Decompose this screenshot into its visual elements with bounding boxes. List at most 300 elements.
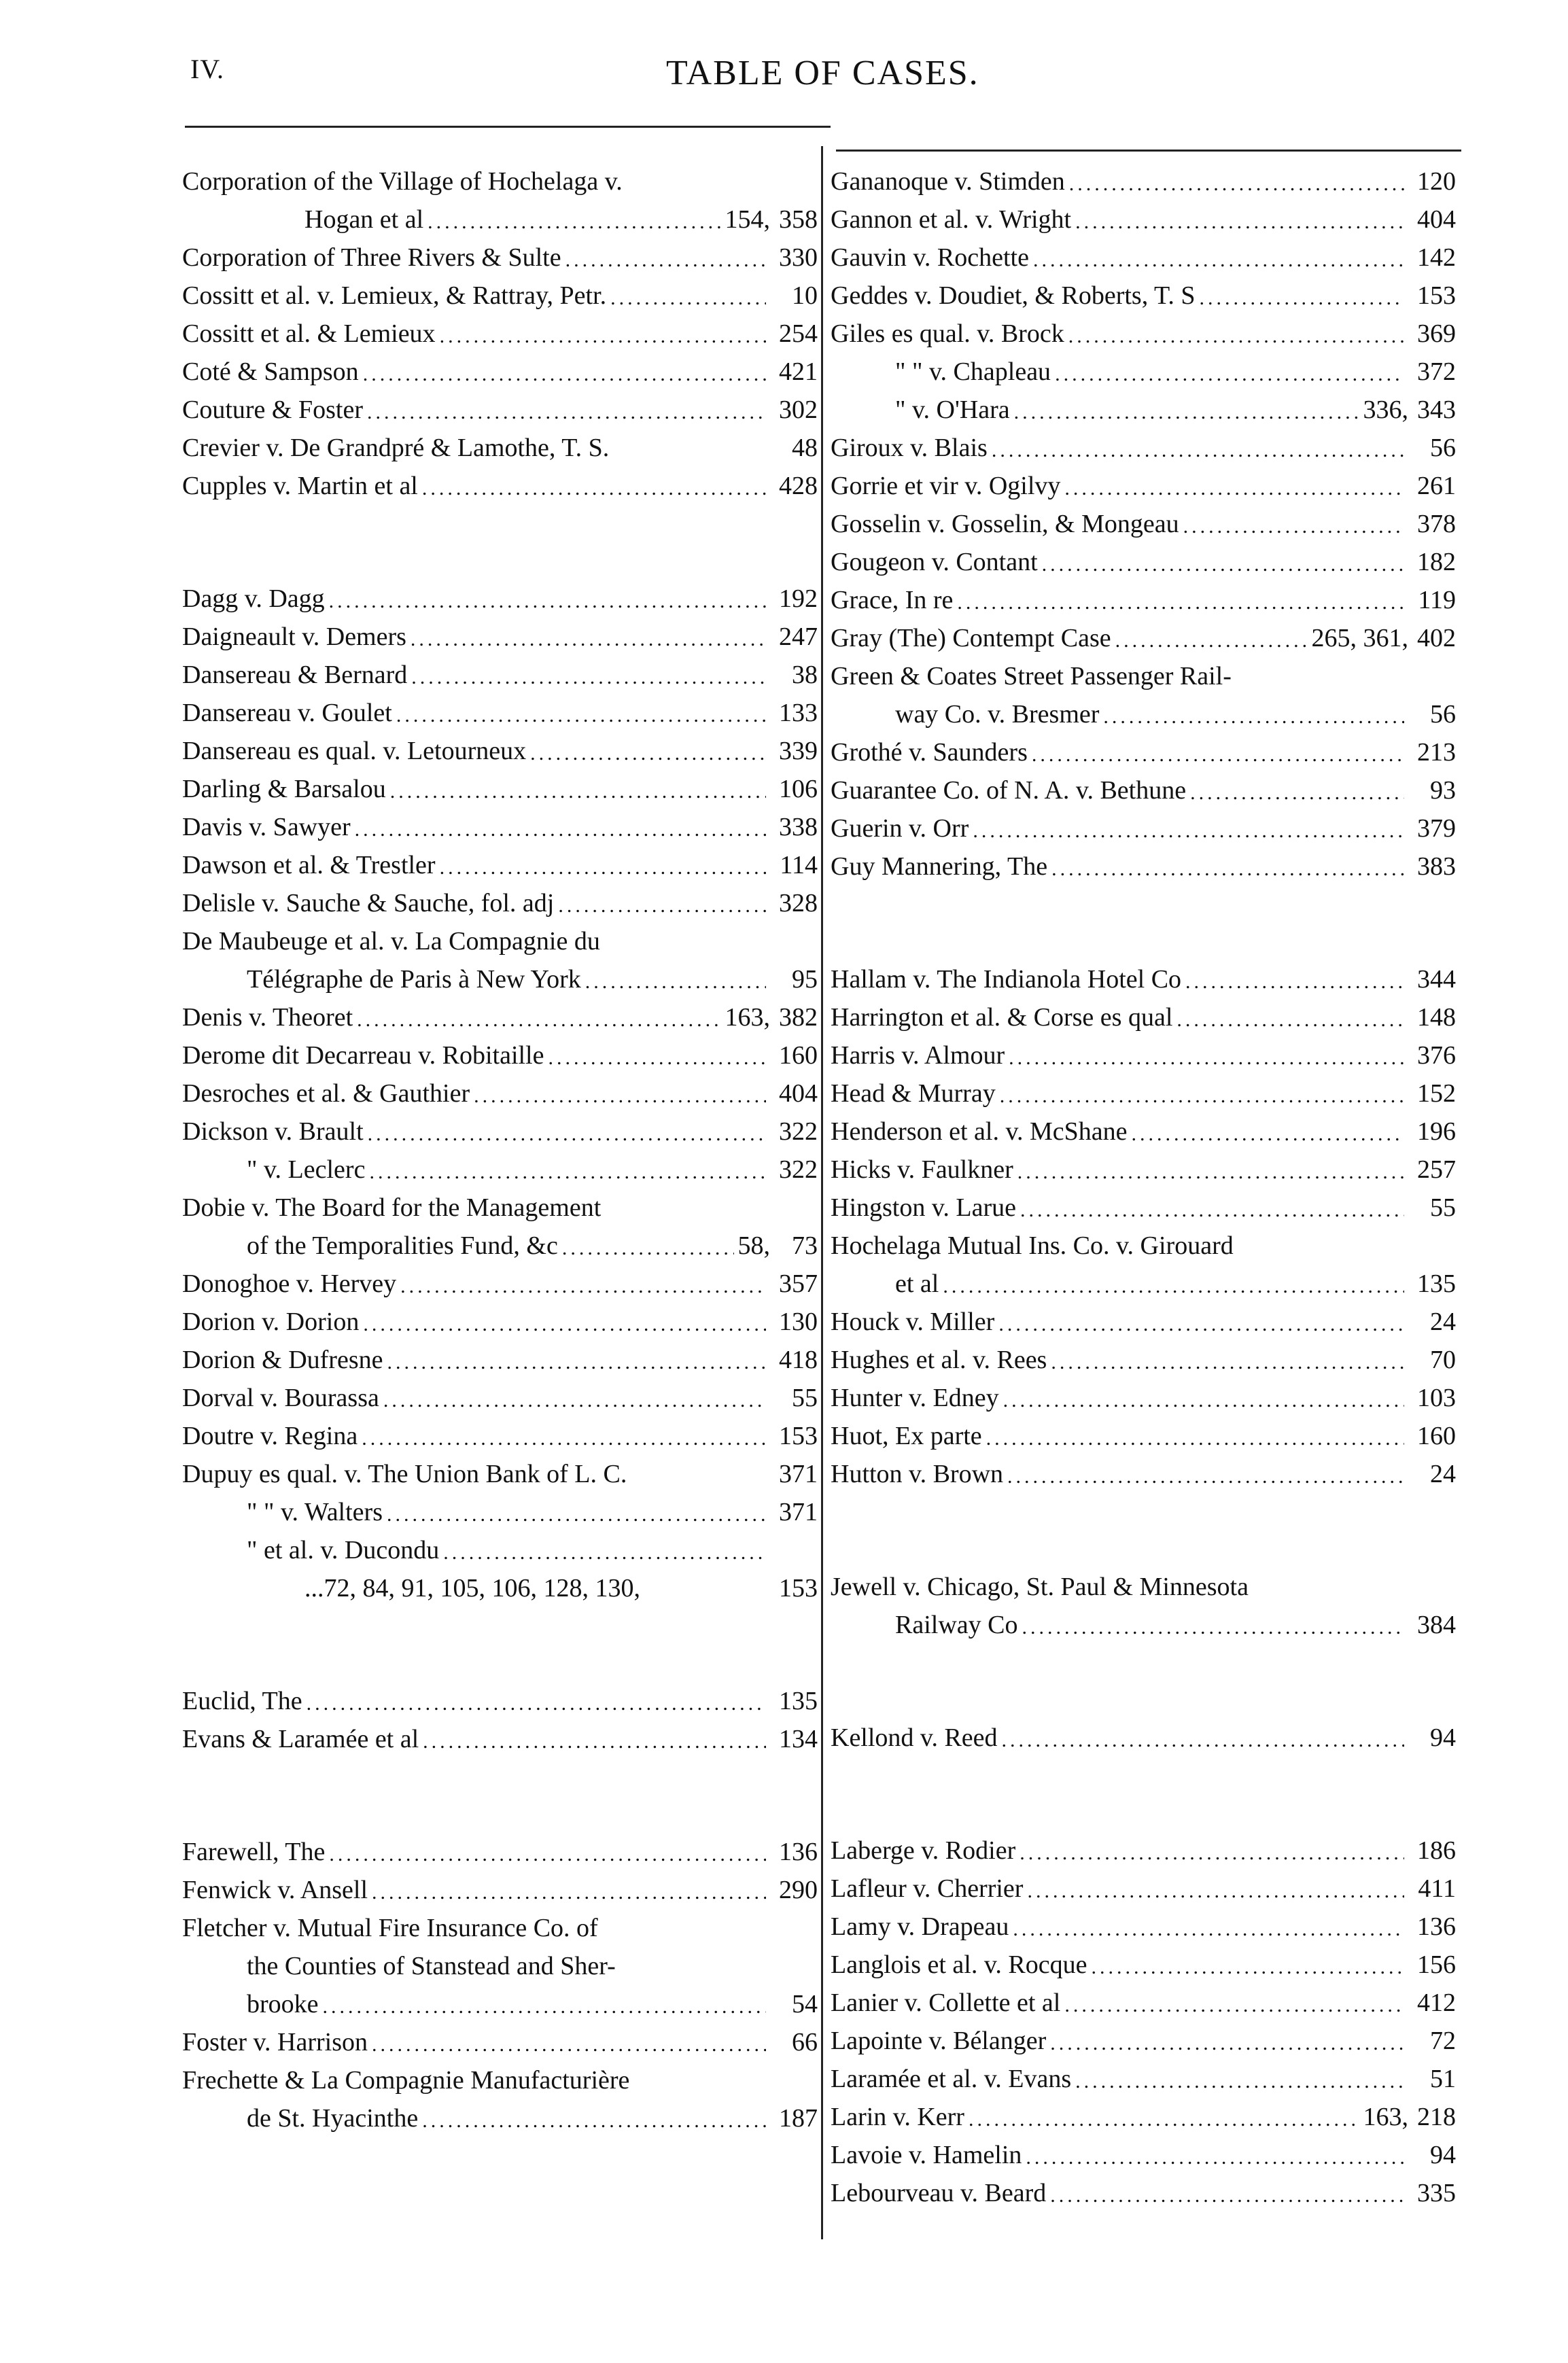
case-entry (182, 1865, 818, 1903)
case-entry (182, 1030, 818, 1068)
case-entry (831, 385, 1456, 423)
leader-dots (400, 1276, 766, 1297)
page-reference: 106 (779, 775, 818, 803)
page-reference: 428 (779, 472, 818, 500)
case-entry (182, 1563, 818, 1601)
case-entry (831, 1106, 1456, 1144)
page-reference: 192 (779, 584, 818, 613)
page-reference: 339 (779, 737, 818, 765)
additional-pages: 265, 361, (1311, 624, 1408, 652)
page-reference: 290 (779, 1876, 818, 1904)
case-name: Huot, Ex parte (831, 1422, 982, 1450)
case-name: Fletcher v. Mutual Fire Insurance Co. of (182, 1914, 598, 1942)
additional-pages: 58, (737, 1231, 770, 1260)
leader-dots (1027, 1881, 1404, 1902)
leader-dots (423, 1732, 766, 1752)
page-reference: 378 (1417, 510, 1456, 538)
additional-pages: 154, (725, 205, 770, 234)
leader-dots (329, 1844, 766, 1865)
case-entry (182, 423, 818, 461)
leader-dots (1069, 174, 1404, 194)
case-entry (182, 1144, 818, 1183)
leader-dots (565, 250, 766, 270)
page-reference: 160 (1417, 1422, 1456, 1450)
page-reference: 38 (792, 661, 818, 689)
leader-dots (372, 2035, 766, 2055)
case-name: " " v. Chapleau (895, 357, 1051, 386)
page-reference: 95 (792, 965, 818, 994)
case-entry (182, 574, 818, 612)
leader-dots (1032, 745, 1404, 765)
leader-dots (1064, 1995, 1404, 2016)
case-name: Guerin v. Orr (831, 814, 969, 843)
page-reference: 218 (1417, 2103, 1456, 2131)
case-entry (831, 1978, 1456, 2016)
case-entry (831, 2016, 1456, 2054)
case-name: Hunter v. Edney (831, 1384, 999, 1412)
page-reference: 302 (779, 396, 818, 424)
page-reference: 72 (1430, 2027, 1456, 2055)
page-reference: 56 (1430, 700, 1456, 729)
page-reference: 135 (1417, 1270, 1456, 1298)
case-name: Lafleur v. Cherrier (831, 1874, 1024, 1903)
case-name: Gray (The) Contempt Case (831, 624, 1111, 652)
case-name: Head & Murray (831, 1079, 996, 1108)
case-entry (831, 613, 1456, 651)
leader-dots (422, 478, 766, 499)
leader-dots (383, 1390, 766, 1411)
case-entry (182, 954, 818, 992)
case-entry (831, 1030, 1456, 1068)
case-name: Dorion & Dufresne (182, 1346, 383, 1374)
leader-dots (1185, 972, 1404, 992)
case-entry (831, 270, 1456, 309)
leader-dots (1017, 1162, 1404, 1183)
page-reference: 134 (779, 1725, 818, 1753)
case-name: Gougeon v. Contant (831, 548, 1038, 576)
page-reference: 411 (1418, 1874, 1456, 1903)
leader-dots (363, 364, 766, 385)
page-reference: 130 (779, 1308, 818, 1336)
case-entry (831, 1144, 1456, 1183)
case-entry (182, 1068, 818, 1106)
section-gap (182, 499, 818, 574)
case-entry (182, 1106, 818, 1144)
case-name: Dorval v. Bourassa (182, 1384, 379, 1412)
additional-pages: 163, (725, 1003, 770, 1032)
leader-dots (411, 629, 766, 650)
case-entry (182, 1183, 818, 1221)
case-name: Cossitt et al. & Lemieux (182, 319, 436, 348)
leader-dots (1026, 2148, 1404, 2168)
case-name: Gananoque v. Stimden (831, 167, 1065, 196)
section-gap (831, 1751, 1456, 1825)
page-reference: 48 (792, 434, 818, 462)
case-entry (831, 803, 1456, 841)
case-entry (831, 2168, 1456, 2206)
case-name: Harris v. Almour (831, 1041, 1005, 1070)
leader-dots (357, 1010, 720, 1030)
leader-dots (1000, 1086, 1404, 1106)
page-reference: 421 (779, 357, 818, 386)
page-reference: 371 (779, 1460, 818, 1488)
case-name: Guy Mannering, The (831, 852, 1048, 881)
case-name: Dickson v. Brault (182, 1117, 364, 1146)
leader-dots (992, 440, 1404, 461)
page-reference: 10 (792, 281, 818, 310)
case-name: Crevier v. De Grandpré & Lamothe, T. S. (182, 434, 610, 462)
leader-dots (411, 667, 766, 688)
page-reference: 51 (1430, 2065, 1456, 2093)
page-reference: 136 (1417, 1912, 1456, 1941)
case-name: ...72, 84, 91, 105, 106, 128, 130, (304, 1574, 640, 1603)
case-entry (831, 194, 1456, 232)
case-name: Kellond v. Reed (831, 1723, 998, 1752)
page-reference: 372 (1417, 357, 1456, 386)
case-name: Dobie v. The Board for the Management (182, 1193, 602, 1222)
leader-dots (969, 2110, 1359, 2130)
case-name: et al (895, 1270, 939, 1298)
case-name: Dupuy es qual. v. The Union Bank of L. C. (182, 1460, 627, 1488)
case-name: Dagg v. Dagg (182, 584, 325, 613)
case-name: Gauvin v. Rochette (831, 243, 1029, 272)
page-reference: 404 (1417, 205, 1456, 234)
leader-dots (1132, 1124, 1404, 1144)
page-reference: 93 (1430, 776, 1456, 805)
case-entry (182, 232, 818, 270)
leader-dots (474, 1086, 766, 1106)
page-number: IV. (190, 54, 225, 84)
page-reference: 379 (1417, 814, 1456, 843)
page-reference: 358 (779, 205, 818, 234)
section-gap (831, 1638, 1456, 1713)
case-name: Dorion v. Dorion (182, 1308, 360, 1336)
case-entry (182, 1903, 818, 1941)
case-entry (182, 916, 818, 954)
case-entry (831, 1221, 1456, 1259)
page-reference: 156 (1417, 1950, 1456, 1979)
case-entry (831, 1411, 1456, 1449)
case-entry (831, 1373, 1456, 1411)
leader-dots (1075, 2071, 1404, 2092)
case-entry (831, 765, 1456, 803)
leader-dots (1115, 631, 1308, 651)
case-entry (831, 2092, 1456, 2130)
leader-dots (428, 212, 720, 232)
case-name: Dansereau & Bernard (182, 661, 408, 689)
case-name: Télégraphe de Paris à New York (247, 965, 581, 994)
leader-dots (390, 782, 766, 802)
case-name: Darling & Barsalou (182, 775, 386, 803)
page-reference: 196 (1417, 1117, 1456, 1146)
case-name: Railway Co (895, 1611, 1018, 1639)
case-entry (182, 726, 818, 764)
leader-dots (1009, 1048, 1404, 1068)
case-name: Dansereau v. Goulet (182, 699, 392, 727)
page-reference: 328 (779, 889, 818, 917)
case-name: Larin v. Kerr (831, 2103, 964, 2131)
page-reference: 254 (779, 319, 818, 348)
section-gap (831, 1487, 1456, 1562)
case-entry (831, 461, 1456, 499)
case-entry (182, 461, 818, 499)
case-name: " " v. Walters (247, 1498, 383, 1526)
leader-dots (1022, 1617, 1404, 1638)
leader-dots (1050, 2033, 1404, 2054)
page-reference: 160 (779, 1041, 818, 1070)
case-entry (831, 156, 1456, 194)
page-reference: 383 (1417, 852, 1456, 881)
leader-dots (329, 591, 766, 612)
case-name: Jewell v. Chicago, St. Paul & Minnesota (831, 1573, 1249, 1601)
case-name: Hingston v. Larue (831, 1193, 1016, 1222)
case-entry (831, 1825, 1456, 1863)
page-reference: 338 (779, 813, 818, 841)
page-reference: 120 (1417, 167, 1456, 196)
leader-dots (440, 858, 766, 878)
page-reference: 56 (1430, 434, 1456, 462)
leader-dots (1064, 478, 1404, 499)
case-entry (182, 1941, 818, 1979)
leader-dots (1091, 1957, 1404, 1978)
case-entry (831, 1068, 1456, 1106)
case-entry (831, 499, 1456, 537)
case-name: Denis v. Theoret (182, 1003, 353, 1032)
case-name: Giroux v. Blais (831, 434, 988, 462)
case-entry (831, 1940, 1456, 1978)
case-name: Henderson et al. v. McShane (831, 1117, 1128, 1146)
leader-dots (562, 1238, 734, 1259)
case-name: the Counties of Stanstead and Sher- (247, 1952, 616, 1980)
page-reference: 94 (1430, 2141, 1456, 2169)
case-name: Delisle v. Sauche & Sauche, fol. adj (182, 889, 555, 917)
case-name: Coté & Sampson (182, 357, 359, 386)
case-name: Gorrie et vir v. Ogilvy (831, 472, 1061, 500)
leader-dots (973, 821, 1404, 841)
case-name: Harrington et al. & Corse es qual (831, 1003, 1173, 1032)
leader-dots (396, 705, 766, 726)
case-name: Hochelaga Mutual Ins. Co. v. Girouard (831, 1231, 1234, 1260)
case-entry (182, 1259, 818, 1297)
case-entry (182, 1221, 818, 1259)
leader-dots (422, 2111, 766, 2131)
case-name: Dansereau es qual. v. Letourneux (182, 737, 527, 765)
case-entry (831, 1449, 1456, 1487)
leader-dots (530, 743, 766, 764)
case-name: Davis v. Sawyer (182, 813, 351, 841)
case-entry (182, 270, 818, 309)
case-name: Guarantee Co. of N. A. v. Bethune (831, 776, 1187, 805)
case-entry (182, 878, 818, 916)
leader-dots (1050, 2186, 1404, 2206)
case-entry (182, 1449, 818, 1487)
page-reference: 257 (1417, 1155, 1456, 1184)
page-reference: 135 (779, 1687, 818, 1715)
case-name: Donoghoe v. Hervey (182, 1270, 397, 1298)
case-name: Hallam v. The Indianola Hotel Co (831, 965, 1182, 994)
leader-dots (558, 896, 766, 916)
case-entry (182, 1411, 818, 1449)
leader-dots (1033, 250, 1404, 270)
case-entry (831, 689, 1456, 727)
section-gap (831, 879, 1456, 954)
section-gap (182, 1601, 818, 1676)
leader-dots (943, 1276, 1404, 1297)
case-entry (831, 347, 1456, 385)
case-name: Lavoie v. Hamelin (831, 2141, 1022, 2169)
page-reference: 371 (779, 1498, 818, 1526)
page-reference: 330 (779, 243, 818, 272)
page-reference: 369 (1417, 319, 1456, 348)
case-entry (182, 992, 818, 1030)
leader-dots (1190, 783, 1404, 803)
case-name: Giles es qual. v. Brock (831, 319, 1064, 348)
leader-dots (307, 1694, 766, 1714)
case-name: Fenwick v. Ansell (182, 1876, 368, 1904)
page-reference: 247 (779, 623, 818, 651)
page-reference: 418 (779, 1346, 818, 1374)
page-reference: 186 (1417, 1836, 1456, 1865)
case-name: Lanier v. Collette et al (831, 1989, 1061, 2017)
case-name: brooke (247, 1990, 319, 2018)
page-reference: 404 (779, 1079, 818, 1108)
leader-dots (610, 288, 766, 309)
case-entry (831, 2054, 1456, 2092)
page-reference: 182 (1417, 548, 1456, 576)
page-reference: 55 (792, 1384, 818, 1412)
case-name: " v. Leclerc (247, 1155, 366, 1184)
case-name: Desroches et al. & Gauthier (182, 1079, 470, 1108)
page-title: TABLE OF CASES. (666, 54, 979, 92)
case-entry (831, 1562, 1456, 1600)
page-reference: 382 (779, 1003, 818, 1032)
case-entry (831, 651, 1456, 689)
leader-dots (1002, 1730, 1404, 1751)
page-reference: 148 (1417, 1003, 1456, 1032)
case-entry (182, 1827, 818, 1865)
case-entry (831, 1713, 1456, 1751)
header-rule-right (836, 150, 1461, 152)
leader-dots (998, 1314, 1404, 1335)
page-reference: 402 (1417, 624, 1456, 652)
leader-dots (1020, 1200, 1404, 1221)
header-rule-left (185, 126, 831, 128)
case-name: Langlois et al. v. Rocque (831, 1950, 1087, 1979)
case-name: de St. Hyacinthe (247, 2104, 419, 2133)
case-entry (831, 841, 1456, 879)
case-name: Laberge v. Rodier (831, 1836, 1016, 1865)
leader-dots (368, 1124, 766, 1144)
page-reference: 343 (1417, 396, 1456, 424)
case-entry (831, 2130, 1456, 2168)
leader-dots (957, 593, 1404, 613)
case-entry (182, 2093, 818, 2131)
case-entry (182, 1487, 818, 1525)
page-reference: 152 (1417, 1079, 1456, 1108)
case-name: Daigneault v. Demers (182, 623, 406, 651)
leader-dots (363, 1314, 766, 1335)
case-name: Couture & Foster (182, 396, 363, 424)
leader-dots (548, 1048, 766, 1068)
page-reference: 114 (780, 851, 818, 879)
leader-dots (387, 1352, 766, 1373)
case-entry (182, 650, 818, 688)
case-entry (182, 802, 818, 840)
page-reference: 335 (1417, 2179, 1456, 2207)
case-entry (831, 1863, 1456, 1902)
case-name: way Co. v. Bresmer (895, 700, 1100, 729)
leader-dots (1103, 707, 1404, 727)
additional-pages: 336, (1363, 396, 1408, 424)
leader-dots (585, 972, 766, 992)
page-reference: 136 (779, 1838, 818, 1866)
case-name: Lapointe v. Bélanger (831, 2027, 1047, 2055)
page-reference: 55 (1430, 1193, 1456, 1222)
case-name: Lebourveau v. Beard (831, 2179, 1047, 2207)
page-reference: 153 (1417, 281, 1456, 310)
case-name: Corporation of Three Rivers & Sulte (182, 243, 561, 272)
case-entry (182, 385, 818, 423)
case-entry (831, 1600, 1456, 1638)
case-name: Grace, In re (831, 586, 954, 614)
leader-dots (1013, 1919, 1404, 1940)
leader-dots (1051, 1352, 1404, 1373)
page-reference: 66 (792, 2028, 818, 2056)
case-entry (182, 309, 818, 347)
page-reference: 153 (779, 1574, 818, 1603)
leader-dots (1068, 326, 1404, 347)
case-entry (831, 575, 1456, 613)
case-entry (831, 309, 1456, 347)
leader-dots (1051, 859, 1404, 879)
case-entry (831, 1183, 1456, 1221)
case-name: Hicks v. Faulkner (831, 1155, 1013, 1184)
case-entry (831, 232, 1456, 270)
case-name: of the Temporalities Fund, &c (247, 1231, 558, 1260)
case-entry (182, 1297, 818, 1335)
case-name: Grothé v. Saunders (831, 738, 1028, 767)
section-gap (182, 1752, 818, 1827)
leader-dots (362, 1429, 766, 1449)
case-entry (831, 1902, 1456, 1940)
case-entry (831, 1259, 1456, 1297)
case-name: Evans & Laramée et al (182, 1725, 419, 1753)
case-entry (831, 992, 1456, 1030)
case-name: Frechette & La Compagnie Manufacturière (182, 2066, 630, 2095)
case-name: Dawson et al. & Trestler (182, 851, 436, 879)
page-reference: 344 (1417, 965, 1456, 994)
leader-dots (1020, 1843, 1404, 1863)
page-reference: 322 (779, 1155, 818, 1184)
case-entry (182, 194, 818, 232)
case-entry (182, 1373, 818, 1411)
case-name: Houck v. Miller (831, 1308, 995, 1336)
case-name: Cossitt et al. v. Lemieux, & Rattray, Petr. (182, 281, 607, 310)
leader-dots (443, 1543, 766, 1563)
case-entry (182, 2055, 818, 2093)
case-entry (182, 347, 818, 385)
case-entry (831, 954, 1456, 992)
page-reference: 70 (1430, 1346, 1456, 1374)
case-name: Farewell, The (182, 1838, 326, 1866)
leader-dots (355, 820, 766, 840)
case-entry (182, 840, 818, 878)
column-divider (821, 146, 823, 2239)
case-name: Foster v. Harrison (182, 2028, 368, 2056)
additional-pages: 163, (1363, 2103, 1408, 2131)
case-name: " v. O'Hara (895, 396, 1010, 424)
page-reference: 54 (792, 1990, 818, 2018)
